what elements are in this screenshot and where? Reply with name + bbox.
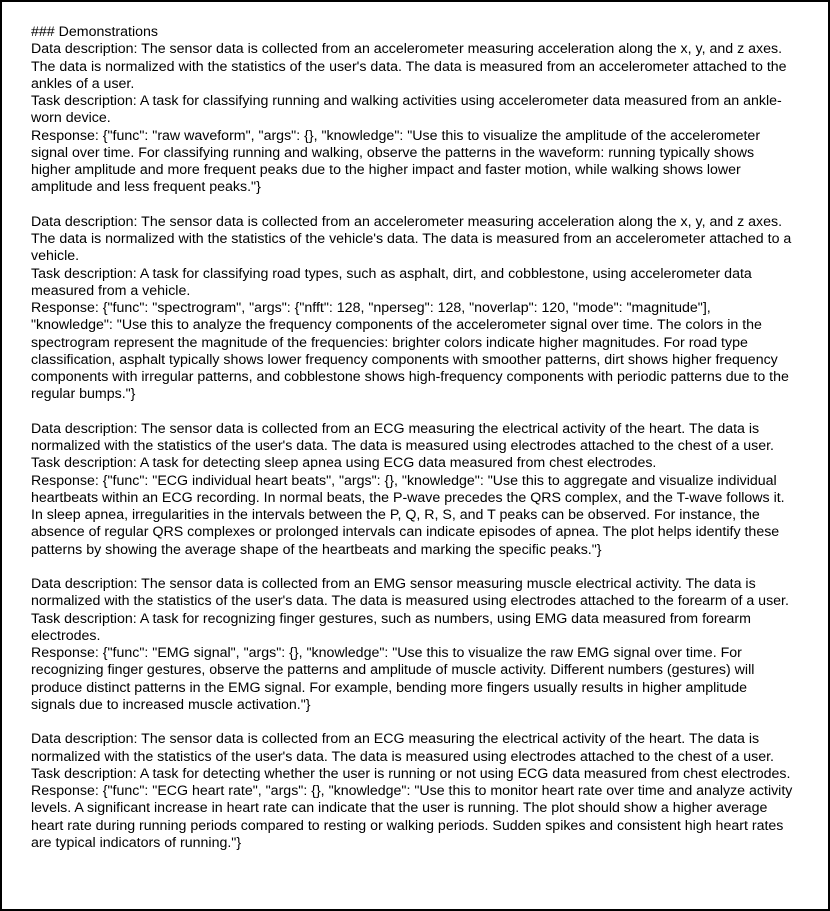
demonstration-block	[31, 41, 795, 196]
data-description: Data description: The sensor data is collected from an accelerometer measuring acceleration along the x, y, and z axes. The data is normalized with the statistics of the vehicle's data. The data is measured from an accelerometer attached to a vehicle.	[31, 213, 792, 265]
data-description: Data description: The sensor data is collected from an ECG measuring the electrical activity of the heart. The data is normalized with the statistics of the user's data. The data is measured using electrodes attached to the chest of a user.	[31, 420, 774, 454]
data-description: Data description: The sensor data is collected from an ECG measuring the electrical activity of the heart. The data is normalized with the statistics of the user's data. The data is measured using electrodes attached to the chest of a user.	[31, 731, 774, 765]
response-text: Response: {"func": "EMG signal", "args": {}, "knowledge": "Use this to visualize the raw EMG signal over time. For recognizing finger gestures, observe the patterns and amplitude of muscle activity. Different numbers (gestures) will produce distinct patterns in the EMG signal. For example, bending more fingers usually results in higher amplitude signals due to increased muscle activation."}	[31, 645, 755, 713]
response-text: Response: {"func": "spectrogram", "args": {"nfft": 128, "nperseg": 128, "noverlap": 120, "mode": "magnitude"], "knowledge": "Use this to analyze the frequency components of the accelerometer signal over time. The colors in the spectrogram represent the magnitude of the frequencies: brighter colors indicate higher magnitudes. For road type classification, asphalt typically shows lower frequency components with smoother patterns, dirt shows higher frequency components with irregular patterns, and cobblestone shows high-frequency components with periodic patterns due to the regular bumps."}	[31, 300, 789, 403]
task-description: Task description: A task for classifying running and walking activities using accelerometer data measured from an ankle-worn device.	[31, 93, 782, 127]
demonstration-block	[31, 214, 795, 404]
task-description: Task description: A task for detecting sleep apnea using ECG data measured from chest electrodes.	[31, 455, 657, 472]
task-description: Task description: A task for recognizing finger gestures, such as numbers, using EMG data measured from forearm electrodes.	[31, 610, 751, 644]
response-text: Response: {"func": "ECG heart rate", "args": {}, "knowledge": "Use this to monitor heart rate over time and analyze activity levels. A significant increase in heart rate can indicate that the user is running. The plot should show a higher average heart rate during running periods compared to resting or walking periods. Sudden spikes and consistent high heart rates are typical indicators of running."}	[31, 783, 793, 851]
section-heading: ### Demonstrations	[31, 24, 158, 40]
demonstration-block	[31, 731, 795, 852]
response-text: Response: {"func": "ECG individual heart beats", "args": {}, "knowledge": "Use this to aggregate and visualize individual heartbeats within an ECG recording. In normal beats, the P-wave precedes the QRS complex, and the T-wave follows it. In sleep apnea, irregularities in the intervals between the P, Q, R, S, and T peaks can be observed. For instance, the absence of regular QRS complexes or prolonged intervals can indicate episodes of apnea. The plot helps identify these patterns by showing the average shape of the heartbeats and marking the specific peaks."}	[31, 472, 785, 558]
data-description: Data description: The sensor data is collected from an EMG sensor measuring muscle electrical activity. The data is normalized with the statistics of the user's data. The data is measured using electrodes attached to the forearm of a user.	[31, 576, 789, 610]
data-description: Data description: The sensor data is collected from an accelerometer measuring acceleration along the x, y, and z axes. The data is normalized with the statistics of the user's data. The data is measured from an accelerometer attached to the ankles of a user.	[31, 41, 787, 92]
task-description: Task description: A task for classifying road types, such as asphalt, dirt, and cobblestone, using accelerometer data measured from a vehicle.	[31, 265, 752, 299]
response-text: Response: {"func": "raw waveform", "args": {}, "knowledge": "Use this to visualize the amplitude of the accelerometer signal over time. For classifying running and walking, observe the patterns in the waveform: running typically shows higher amplitude and more frequent peaks due to the higher impact and faster motion, while walking shows lower amplitude and less frequent peaks."}	[31, 127, 761, 196]
task-description: Task description: A task for detecting whether the user is running or not using ECG data measured from chest electrodes.	[31, 765, 791, 782]
demonstration-block	[31, 421, 795, 559]
demonstration-block	[31, 576, 795, 714]
